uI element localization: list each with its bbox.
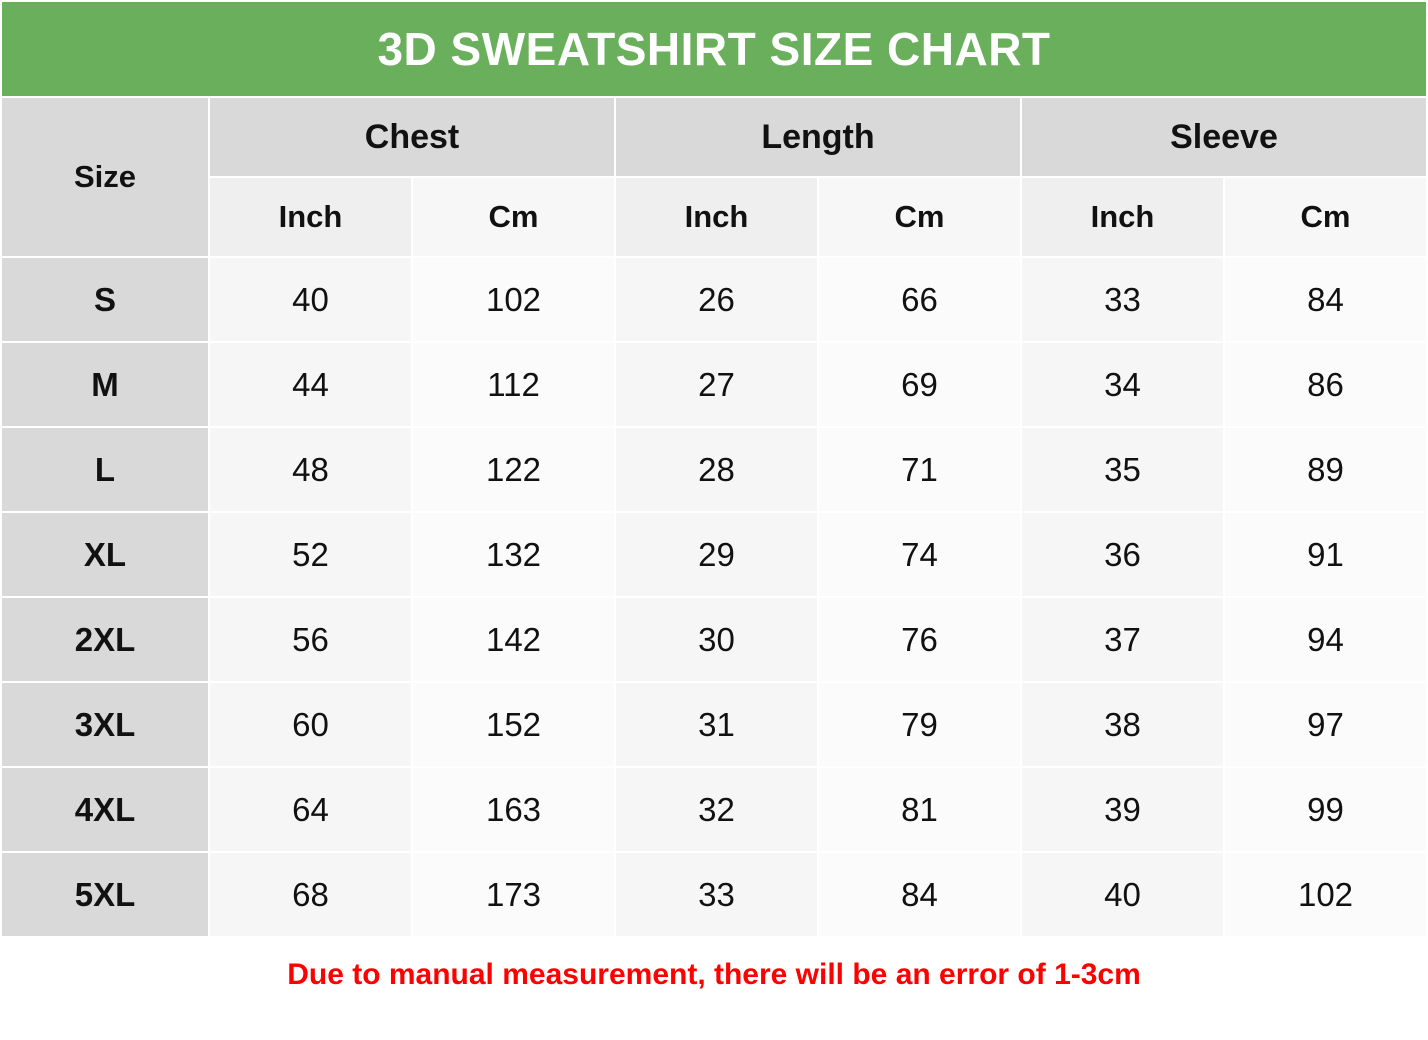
cell-chest-inch: 40	[209, 257, 412, 342]
row-size-label: S	[1, 257, 209, 342]
cell-length-cm: 76	[818, 597, 1021, 682]
cell-chest-inch: 44	[209, 342, 412, 427]
row-size-label: 3XL	[1, 682, 209, 767]
table-header	[1, 1, 1427, 257]
cell-sleeve-cm: 89	[1224, 427, 1427, 512]
cell-length-inch: 28	[615, 427, 818, 512]
cell-length-cm: 79	[818, 682, 1021, 767]
cell-length-cm: 84	[818, 852, 1021, 937]
cell-sleeve-cm: 86	[1224, 342, 1427, 427]
cell-chest-cm: 132	[412, 512, 615, 597]
table-row	[1, 257, 1427, 342]
unit-header-row	[1, 177, 1427, 257]
cell-sleeve-cm: 102	[1224, 852, 1427, 937]
row-size-label: L	[1, 427, 209, 512]
cell-length-inch: 26	[615, 257, 818, 342]
filler-cell	[615, 1013, 818, 1039]
cell-length-inch: 33	[615, 852, 818, 937]
cell-length-cm: 71	[818, 427, 1021, 512]
cell-chest-inch: 60	[209, 682, 412, 767]
cell-sleeve-inch: 37	[1021, 597, 1224, 682]
table-row	[1, 427, 1427, 512]
cell-length-cm: 81	[818, 767, 1021, 852]
cell-sleeve-inch: 40	[1021, 852, 1224, 937]
filler-cell	[1, 1013, 209, 1039]
table-body	[1, 257, 1427, 1039]
group-header-sleeve: Sleeve	[1021, 97, 1427, 177]
row-size-label: XL	[1, 512, 209, 597]
cell-chest-cm: 122	[412, 427, 615, 512]
unit-header-sleeve-inch: Inch	[1021, 177, 1224, 257]
cell-length-cm: 69	[818, 342, 1021, 427]
cell-chest-cm: 163	[412, 767, 615, 852]
cell-sleeve-cm: 91	[1224, 512, 1427, 597]
cell-sleeve-inch: 33	[1021, 257, 1224, 342]
cell-length-inch: 29	[615, 512, 818, 597]
measurement-note: Due to manual measurement, there will be an error of 1-3cm	[1, 937, 1427, 1013]
cell-chest-cm: 102	[412, 257, 615, 342]
cell-sleeve-inch: 34	[1021, 342, 1224, 427]
table-row	[1, 342, 1427, 427]
group-header-length: Length	[615, 97, 1021, 177]
cell-sleeve-cm: 99	[1224, 767, 1427, 852]
chart-title: 3D SWEATSHIRT SIZE CHART	[1, 1, 1427, 97]
cell-chest-inch: 68	[209, 852, 412, 937]
cell-sleeve-inch: 36	[1021, 512, 1224, 597]
cell-length-cm: 74	[818, 512, 1021, 597]
table-row	[1, 682, 1427, 767]
unit-header-chest-inch: Inch	[209, 177, 412, 257]
unit-header-sleeve-cm: Cm	[1224, 177, 1427, 257]
cell-sleeve-cm: 84	[1224, 257, 1427, 342]
cell-length-inch: 27	[615, 342, 818, 427]
title-row	[1, 1, 1427, 97]
cell-chest-cm: 152	[412, 682, 615, 767]
row-size-label: 2XL	[1, 597, 209, 682]
cell-chest-inch: 48	[209, 427, 412, 512]
cell-sleeve-cm: 94	[1224, 597, 1427, 682]
cell-length-cm: 66	[818, 257, 1021, 342]
cell-chest-inch: 56	[209, 597, 412, 682]
cell-sleeve-inch: 35	[1021, 427, 1224, 512]
row-size-label: 4XL	[1, 767, 209, 852]
row-size-label: M	[1, 342, 209, 427]
filler-cell	[1021, 1013, 1224, 1039]
cell-chest-cm: 142	[412, 597, 615, 682]
filler-cell	[412, 1013, 615, 1039]
cell-length-inch: 31	[615, 682, 818, 767]
cell-chest-inch: 64	[209, 767, 412, 852]
row-size-label: 5XL	[1, 852, 209, 937]
note-row	[1, 937, 1427, 1013]
size-column-header: Size	[1, 97, 209, 257]
cell-sleeve-cm: 97	[1224, 682, 1427, 767]
cell-sleeve-inch: 38	[1021, 682, 1224, 767]
filler-cell	[1224, 1013, 1427, 1039]
cell-chest-cm: 112	[412, 342, 615, 427]
table-row	[1, 597, 1427, 682]
group-header-chest: Chest	[209, 97, 615, 177]
cell-length-inch: 32	[615, 767, 818, 852]
unit-header-length-inch: Inch	[615, 177, 818, 257]
cell-chest-inch: 52	[209, 512, 412, 597]
table-row	[1, 512, 1427, 597]
footer-filler-row	[1, 1013, 1427, 1039]
filler-cell	[818, 1013, 1021, 1039]
unit-header-length-cm: Cm	[818, 177, 1021, 257]
cell-chest-cm: 173	[412, 852, 615, 937]
cell-length-inch: 30	[615, 597, 818, 682]
filler-cell	[209, 1013, 412, 1039]
table-row	[1, 852, 1427, 937]
table-row	[1, 767, 1427, 852]
unit-header-chest-cm: Cm	[412, 177, 615, 257]
group-header-row	[1, 97, 1427, 177]
cell-sleeve-inch: 39	[1021, 767, 1224, 852]
